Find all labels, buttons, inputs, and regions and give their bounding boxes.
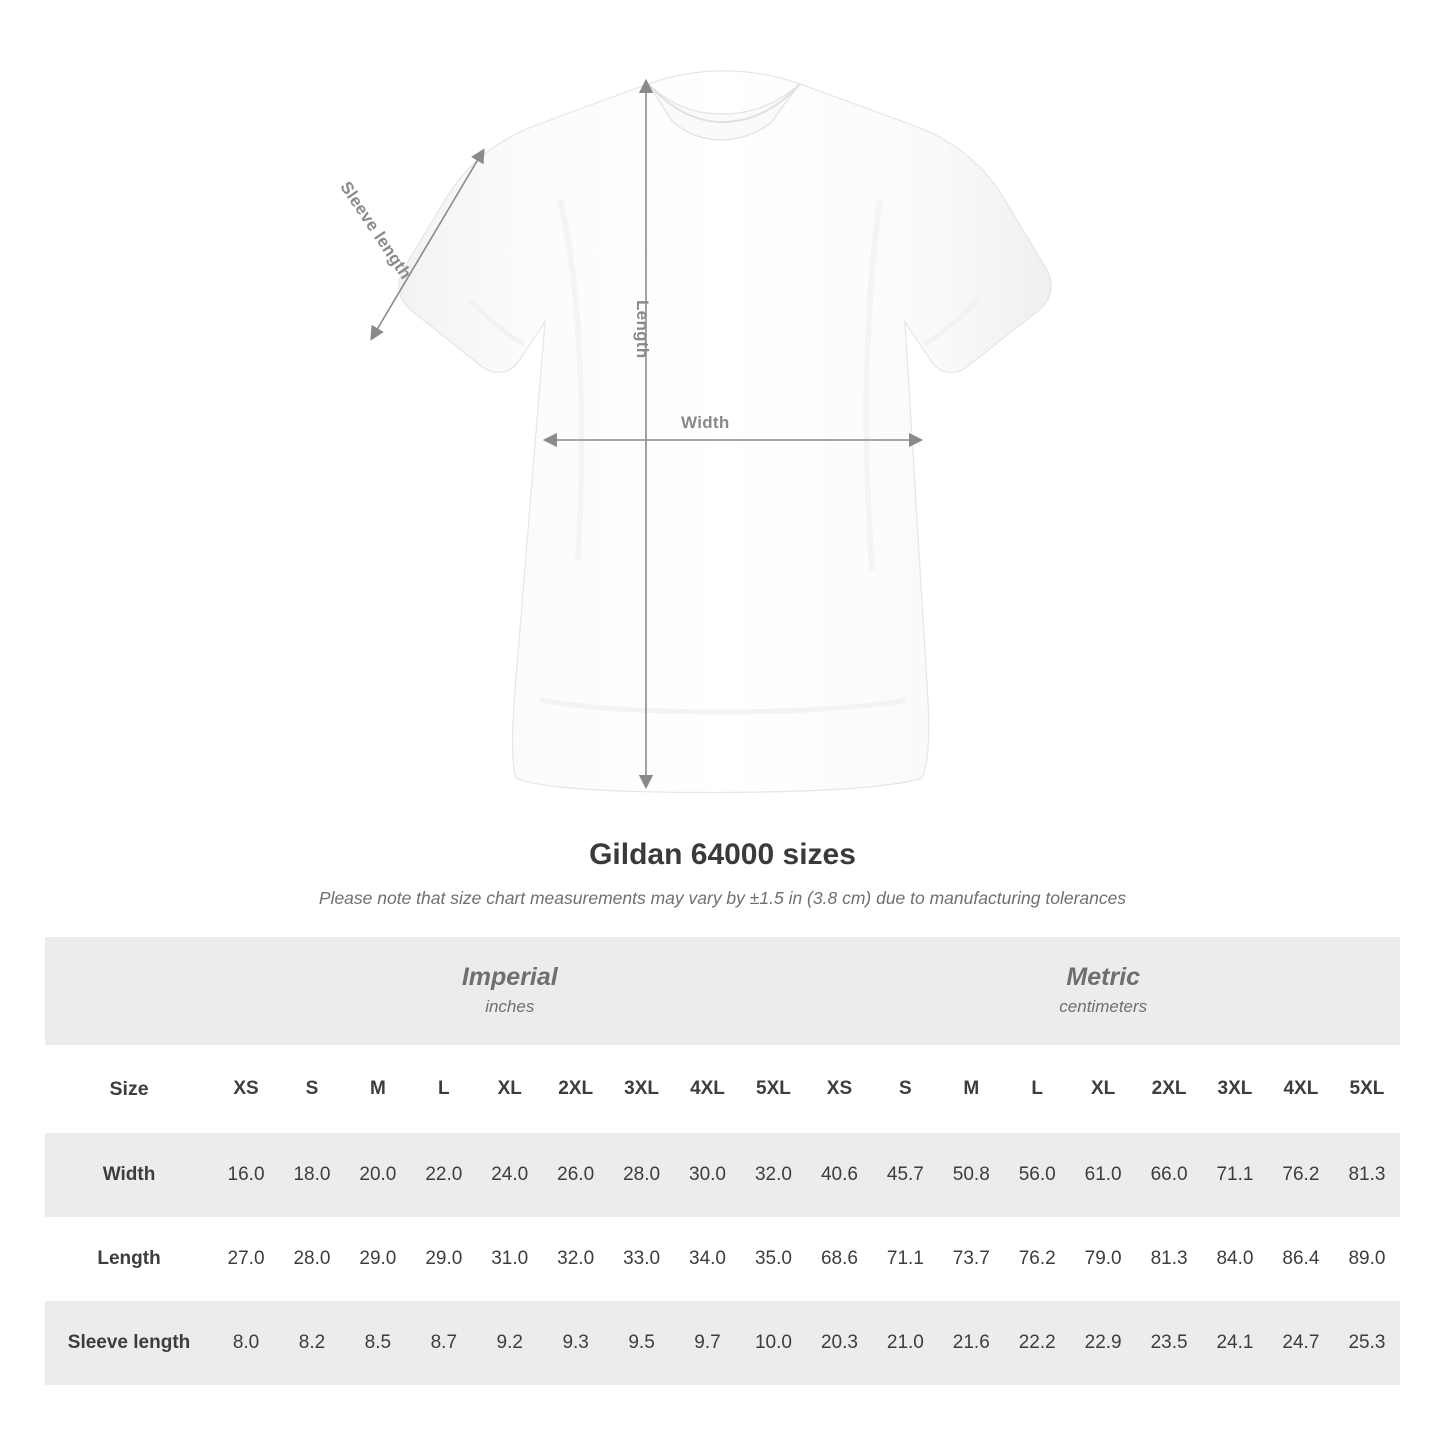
size-header-cell: 3XL (1202, 1045, 1268, 1133)
size-header-cell: L (1004, 1045, 1070, 1133)
measurement-cell: 28.0 (609, 1133, 675, 1217)
unit-sub-imperial: inches (485, 997, 535, 1017)
size-header-cell: 5XL (1334, 1045, 1400, 1133)
size-header-cell: M (938, 1045, 1004, 1133)
measurement-cell: 23.5 (1136, 1301, 1202, 1385)
measurement-cell: 9.7 (675, 1301, 741, 1385)
table-row (45, 1133, 1400, 1217)
measurement-cell: 76.2 (1004, 1217, 1070, 1301)
measurement-cell: 71.1 (1202, 1133, 1268, 1217)
size-header-cell: 3XL (609, 1045, 675, 1133)
size-table-container (0, 937, 1445, 1385)
unit-sub-metric: centimeters (1059, 997, 1148, 1017)
measurement-cell: 8.2 (279, 1301, 345, 1385)
measurement-cell: 26.0 (543, 1133, 609, 1217)
measurement-cell: 32.0 (543, 1217, 609, 1301)
column-header-size: Size (45, 1045, 213, 1133)
size-header-cell: 5XL (740, 1045, 806, 1133)
measurement-cell: 81.3 (1334, 1133, 1400, 1217)
size-header-cell: XS (806, 1045, 872, 1133)
measurement-cell: 40.6 (806, 1133, 872, 1217)
size-header-cell: XL (1070, 1045, 1136, 1133)
row-label-width: Width (45, 1133, 213, 1217)
size-header-cell: 4XL (1268, 1045, 1334, 1133)
measurement-cell: 21.0 (872, 1301, 938, 1385)
measurement-cell: 73.7 (938, 1217, 1004, 1301)
measurement-cell: 50.8 (938, 1133, 1004, 1217)
measurement-cell: 68.6 (806, 1217, 872, 1301)
size-header-cell: XS (213, 1045, 279, 1133)
table-row (45, 1217, 1400, 1301)
measurement-cell: 20.0 (345, 1133, 411, 1217)
size-header-cell: 2XL (543, 1045, 609, 1133)
size-header-cell: 2XL (1136, 1045, 1202, 1133)
size-header-cell: S (279, 1045, 345, 1133)
unit-header-imperial (213, 937, 806, 1045)
unit-header-metric (806, 937, 1400, 1045)
measurement-cell: 24.7 (1268, 1301, 1334, 1385)
measurement-cell: 61.0 (1070, 1133, 1136, 1217)
page-title: Gildan 64000 sizes (589, 838, 856, 871)
measurement-cell: 8.7 (411, 1301, 477, 1385)
measurement-cell: 27.0 (213, 1217, 279, 1301)
width-dimension-label: Width (681, 413, 730, 432)
unit-header-row (45, 937, 1400, 1045)
unit-name-imperial: Imperial (461, 962, 558, 991)
measurement-cell: 22.0 (411, 1133, 477, 1217)
measurement-cell: 29.0 (345, 1217, 411, 1301)
measurement-cell: 24.0 (477, 1133, 543, 1217)
size-header-cell: 4XL (675, 1045, 741, 1133)
measurement-cell: 32.0 (740, 1133, 806, 1217)
size-header-cell: L (411, 1045, 477, 1133)
measurement-cell: 79.0 (1070, 1217, 1136, 1301)
measurement-cell: 8.0 (213, 1301, 279, 1385)
measurement-cell: 81.3 (1136, 1217, 1202, 1301)
measurement-cell: 86.4 (1268, 1217, 1334, 1301)
measurement-cell: 8.5 (345, 1301, 411, 1385)
measurement-cell: 76.2 (1268, 1133, 1334, 1217)
unit-header-spacer (45, 937, 213, 1045)
measurement-cell: 18.0 (279, 1133, 345, 1217)
measurement-cell: 89.0 (1334, 1217, 1400, 1301)
measurement-cell: 9.2 (477, 1301, 543, 1385)
measurement-cell: 16.0 (213, 1133, 279, 1217)
measurement-cell: 29.0 (411, 1217, 477, 1301)
tolerance-note: Please note that size chart measurements may vary by ±1.5 in (3.8 cm) due to manufacturing tolerances (318, 888, 1127, 908)
measurement-cell: 30.0 (675, 1133, 741, 1217)
measurement-cell: 21.6 (938, 1301, 1004, 1385)
measurement-cell: 34.0 (675, 1217, 741, 1301)
measurement-cell: 84.0 (1202, 1217, 1268, 1301)
measurement-cell: 56.0 (1004, 1133, 1070, 1217)
measurement-cell: 66.0 (1136, 1133, 1202, 1217)
size-chart-table (45, 937, 1400, 1385)
measurement-cell: 71.1 (872, 1217, 938, 1301)
measurement-cell: 33.0 (609, 1217, 675, 1301)
size-header-cell: XL (477, 1045, 543, 1133)
measurement-cell: 9.3 (543, 1301, 609, 1385)
measurement-cell: 22.9 (1070, 1301, 1136, 1385)
measurement-cell: 24.1 (1202, 1301, 1268, 1385)
measurement-cell: 20.3 (806, 1301, 872, 1385)
table-row (45, 1301, 1400, 1385)
size-header-cell: M (345, 1045, 411, 1133)
size-chart-header (0, 838, 1445, 909)
size-header-row (45, 1045, 1400, 1133)
length-dimension-label: Length (633, 300, 652, 359)
measurement-cell: 31.0 (477, 1217, 543, 1301)
row-label-length: Length (45, 1217, 213, 1301)
measurement-cell: 22.2 (1004, 1301, 1070, 1385)
measurement-cell: 10.0 (740, 1301, 806, 1385)
measurement-cell: 9.5 (609, 1301, 675, 1385)
measurement-cell: 28.0 (279, 1217, 345, 1301)
size-header-cell: S (872, 1045, 938, 1133)
sleeve-length-dimension-label: Sleeve length (336, 178, 416, 283)
measurement-cell: 45.7 (872, 1133, 938, 1217)
row-label-sleeve-length: Sleeve length (45, 1301, 213, 1385)
unit-name-metric: Metric (1066, 962, 1141, 991)
measurement-cell: 35.0 (740, 1217, 806, 1301)
measurement-cell: 25.3 (1334, 1301, 1400, 1385)
